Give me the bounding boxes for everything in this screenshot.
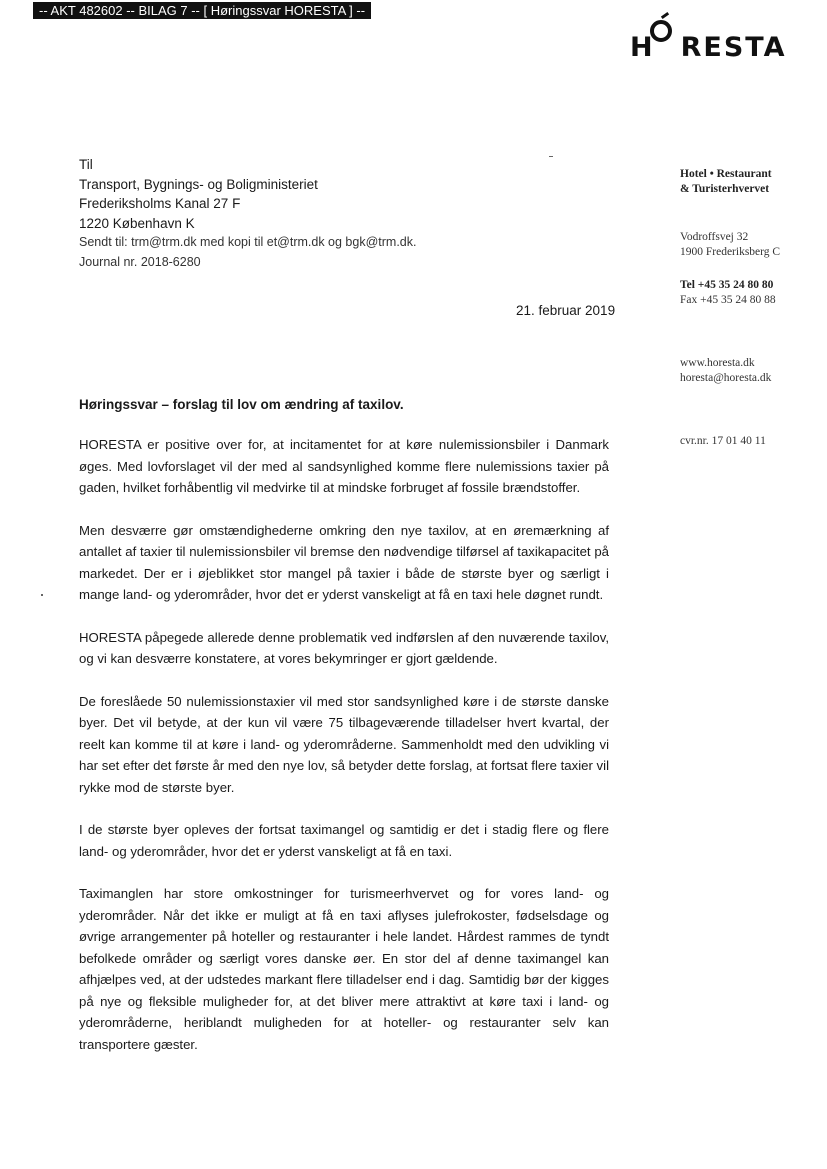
sidebar-cvr: cvr.nr. 17 01 40 11 xyxy=(680,435,766,447)
body-paragraph: Taximanglen har store omkostninger for turismeerhvervet og for vores land- og yderområder. Når det ikke er muligt at få en taxi aflyses julefrokoster, fødselsdage og øvrige arrangementer på hoteller og restauranter i hele landet. Hårdest rammes de tyndt befolkede områder og særligt vores danske øer. En stor del af denne taximangel kan afhjælpes ved, at der udstedes markant flere tilladelser end i dag. Samtidig bør der kigges på nye og fleksible muligheder for, at det bliver mere attraktivt at køre taxi i land- og yderområderne, heriblandt muligheden for at hoteller- og restauranter selv kan transportere gæster. xyxy=(79,886,609,1052)
body-paragraph: HORESTA påpegede allerede denne problematik ved indførslen af den nuværende taxilov, og vi kan desværre konstatere, at vores bekymringer er gjort gældende. xyxy=(79,629,609,666)
sidebar-org-line1: Hotel • Restaurant xyxy=(680,168,772,180)
letter-subject: Høringssvar – forslag til lov om ændring af taxilov. xyxy=(79,397,404,412)
recipient-street: Frederiksholms Kanal 27 F xyxy=(79,196,241,211)
sidebar-web: www.horesta.dk xyxy=(680,357,755,369)
sidebar-org-line2: & Turisterhvervet xyxy=(680,183,770,195)
sidebar-city: 1900 Frederiksberg C xyxy=(680,246,781,258)
letter-body xyxy=(79,434,609,1076)
horesta-logo xyxy=(630,22,790,62)
recipient-city: 1220 København K xyxy=(79,215,195,231)
scan-speck xyxy=(41,594,43,596)
logo-o-ring-icon xyxy=(650,20,672,42)
logo-wordmark: H RESTA xyxy=(630,32,787,63)
recipient-to: Til xyxy=(79,157,93,172)
recipient-journal: Journal nr. 2018-6280 xyxy=(79,254,201,269)
sidebar-tel: Tel +45 35 24 80 80 xyxy=(680,279,774,291)
letter-date: 21. februar 2019 xyxy=(516,303,616,318)
scan-speck xyxy=(549,156,553,157)
body-paragraph: Men desværre gør omstændighederne omkring den nye taxilov, at en øremærkning af antallet af taxier til nulemissionsbiler vil bremse den nødvendige tilførsel af taxikapacitet på markedet. Der er i øjeblikket stor mangel på taxier i både de største byer og særligt i mange land- og yderområder, hvor det er yderst vanskeligt at få en taxi hele døgnet rundt. xyxy=(79,522,609,602)
logo-accent-icon xyxy=(661,12,669,19)
recipient-block xyxy=(79,155,416,272)
sidebar-street: Vodroffsvej 32 xyxy=(680,231,749,243)
recipient-sent-to: Sendt til: trm@trm.dk med kopi til et@trm.dk og bgk@trm.dk. xyxy=(79,235,417,249)
body-paragraph: HORESTA er positive over for, at incitamentet for at køre nulemissionsbiler i Danmark øges. Med lovforslaget vil der med al sandsynlighed komme flere nulemissions taxier på gaden, hvilket forhåbentlig vil medvirke til at mindske forbruget af fossile brændstoffer. xyxy=(79,437,609,495)
body-paragraph: De foreslåede 50 nulemissionstaxier vil med stor sandsynlighed køre i de største danske byer. Det vil betyde, at der kun vil være 75 tilbageværende tilladelser hvert kvartal, der reelt kan komme til at køre i land- og yderområderne. Sammenholdt med den udvikling vi har set efter det første år med den nye lov, så betyder dette forslag, at fortsat flere taxier vil rykke mod de største byer. xyxy=(79,693,609,795)
sidebar-email: horesta@horesta.dk xyxy=(680,372,772,384)
body-paragraph: I de største byer opleves der fortsat taximangel og samtidig er det i stadig flere og flere land- og yderområder, hvor det er yderst vanskeligt at få en taxi. xyxy=(79,822,609,859)
recipient-ministry: Transport, Bygnings- og Boligministeriet xyxy=(79,176,318,192)
sidebar-fax: Fax +45 35 24 80 88 xyxy=(680,294,776,306)
archive-stamp: -- AKT 482602 -- BILAG 7 -- [ Høringssvar HORESTA ] -- xyxy=(33,2,371,19)
